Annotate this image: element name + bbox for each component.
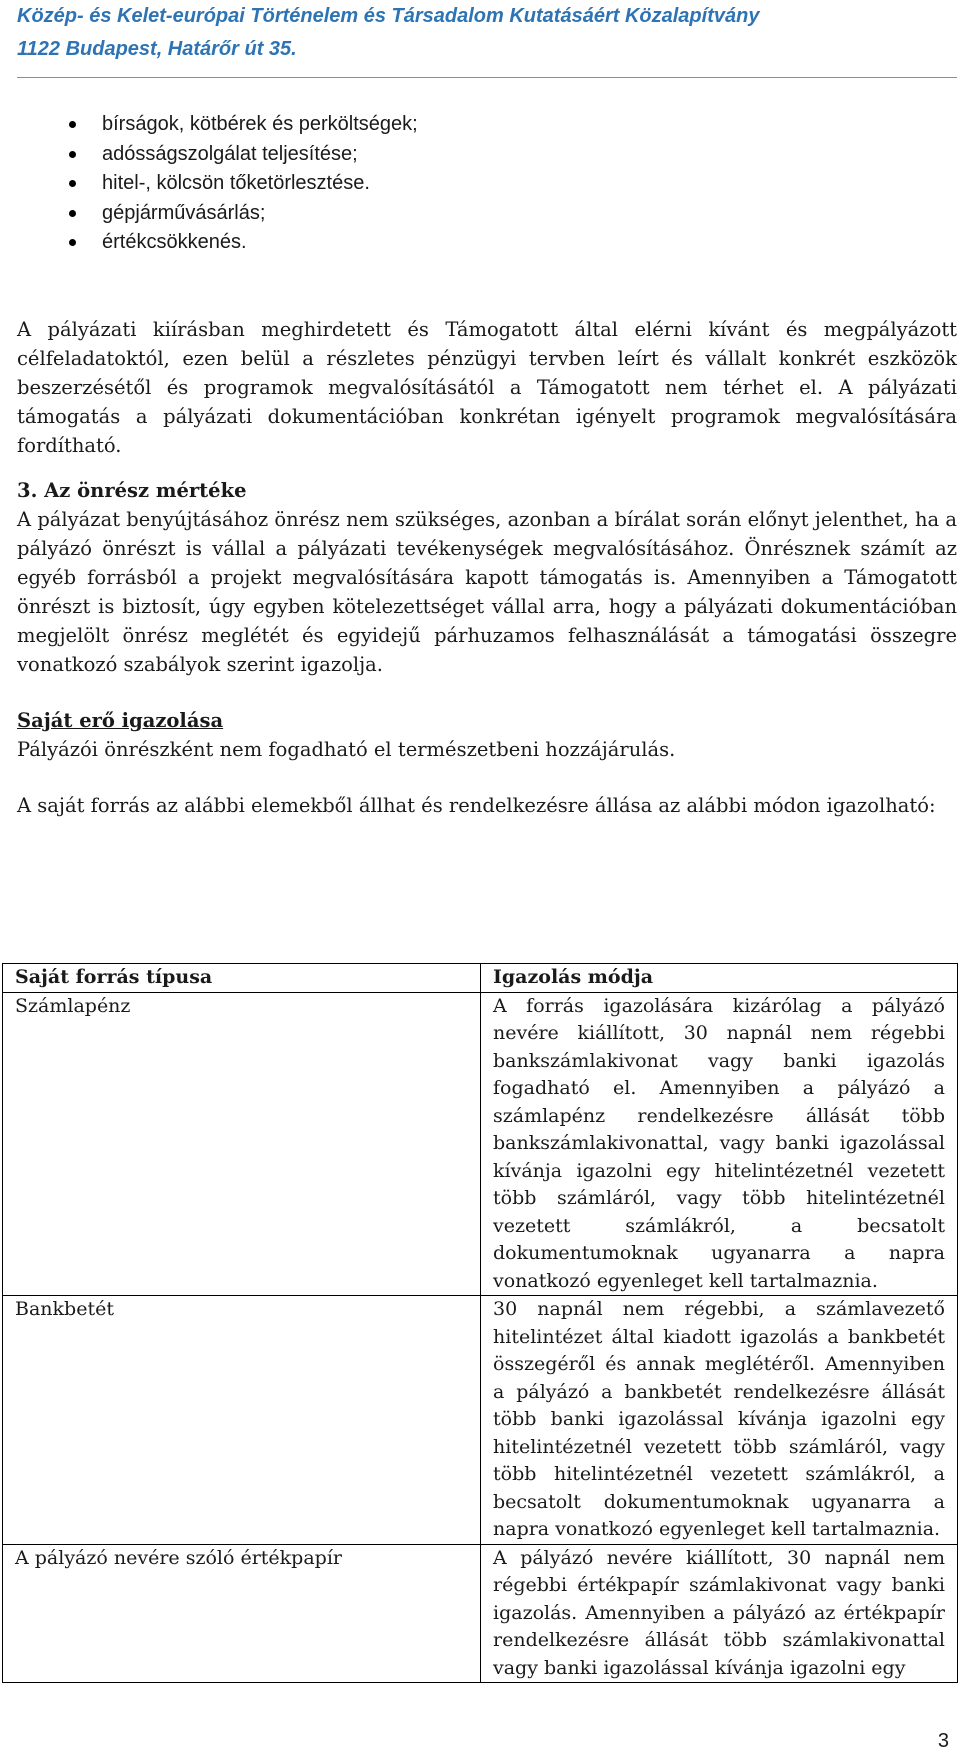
excluded-costs-list — [17, 110, 957, 258]
list-item: értékcsökkenés. — [17, 228, 957, 258]
paragraph-sources-intro: A saját forrás az alábbi elemekből állhat és rendelkezésre állása az alábbi módon igazolható: — [17, 793, 936, 817]
table-cell-proof: A pályázó nevére kiállított, 30 napnál nem régebbi értékpapír számlakivonat vagy banki igazolás. Amennyiben a pályázó az értékpapír rendelkezésre állását több számlakivonattal vagy banki igazolással kívánja igazolni egy — [481, 1544, 958, 1683]
header-divider — [17, 77, 957, 78]
table-row — [3, 992, 958, 1296]
header-address: 1122 Budapest, Határőr út 35. — [17, 38, 297, 60]
table-cell-type: Bankbetét — [3, 1296, 481, 1545]
list-item: bírságok, kötbérek és perköltségek; — [17, 110, 957, 140]
table-header-row — [3, 964, 958, 993]
table-row — [3, 1544, 958, 1683]
list-item: hitel-, kölcsön tőketörlesztése. — [17, 169, 957, 199]
table-cell-proof: 30 napnál nem régebbi, a számlavezető hitelintézet által kiadott igazolás a bankbetét összegéről és annak meglétéről. Amennyiben a pályázó a bankbetét rendelkezésre állását több banki igazolással kívánja igazolni egy hitelintézetnél vezetett több számláról, vagy több hitelintézetnél vezetett számlákról, a becsatolt dokumentumoknak ugyanarra a napra vonatkozó egyenleget kell tartalmaznia. — [481, 1296, 958, 1545]
own-funds-table — [2, 963, 958, 1683]
table-row — [3, 1296, 958, 1545]
paragraph-in-kind-note: Pályázói önrészként nem fogadható el természetbeni hozzájárulás. — [17, 737, 676, 761]
table-cell-type: Számlapénz — [3, 992, 481, 1296]
section-title-own-contribution: 3. Az önrész mértéke — [17, 478, 247, 502]
header-organization-name: Közép- és Kelet-európai Történelem és Társadalom Kutatásáért Közalapítvány — [17, 5, 760, 27]
document-body — [17, 110, 957, 820]
page-number: 3 — [937, 1730, 949, 1752]
table-cell-proof: A forrás igazolására kizárólag a pályázó nevére kiállított, 30 napnál nem régebbi bankszámlakivonat vagy banki igazolás fogadható el. Amennyiben a pályázó a számlapénz rendelkezésre állását több bankszámlakivonattal, vagy banki igazolással kívánja igazolni egy hitelintézetnél vezetett több számláról, vagy több hitelintézetnél vezetett számlákról, a becsatolt dokumentumoknak ugyanarra a napra vonatkozó egyenleget kell tartalmaznia. — [481, 992, 958, 1296]
table-header-proof: Igazolás módja — [481, 964, 958, 993]
section-title-own-funds-proof: Saját erő igazolása — [17, 708, 224, 732]
table-header-type: Saját forrás típusa — [3, 964, 481, 993]
paragraph-own-contribution: A pályázat benyújtásához önrész nem szükséges, azonban a bírálat során előnyt jelenthet, ha a pályázó önrészt is vállal a pályázati tevékenységek megvalósításához. Önrésznek számít az egyéb forrásból a projekt megvalósítására kapott támogatás is. Amennyiben a Támogatott önrészt is biztosít, úgy egyben kötelezettséget vállal arra, hogy a pályázati dokumentációban megjelölt önrész meglétét és egyidejű párhuzamos felhasználását a támogatási összegre vonatkozó szabályok szerint igazolja. — [17, 507, 957, 676]
list-item: gépjárművásárlás; — [17, 199, 957, 229]
list-item: adósságszolgálat teljesítése; — [17, 140, 957, 170]
table-cell-type: A pályázó nevére szóló értékpapír — [3, 1544, 481, 1683]
paragraph-objectives: A pályázati kiírásban meghirdetett és Támogatott által elérni kívánt és megpályázott célfeladatoktól, ezen belül a részletes pénzügyi tervben leírt és vállalt konkrét eszközök beszerzésétől és programok megvalósításától a Támogatott nem térhet el. A pályázati támogatás a pályázati dokumentációban konkrétan igényelt programok megvalósítására fordítható. — [17, 317, 957, 457]
page-header — [17, 0, 957, 66]
